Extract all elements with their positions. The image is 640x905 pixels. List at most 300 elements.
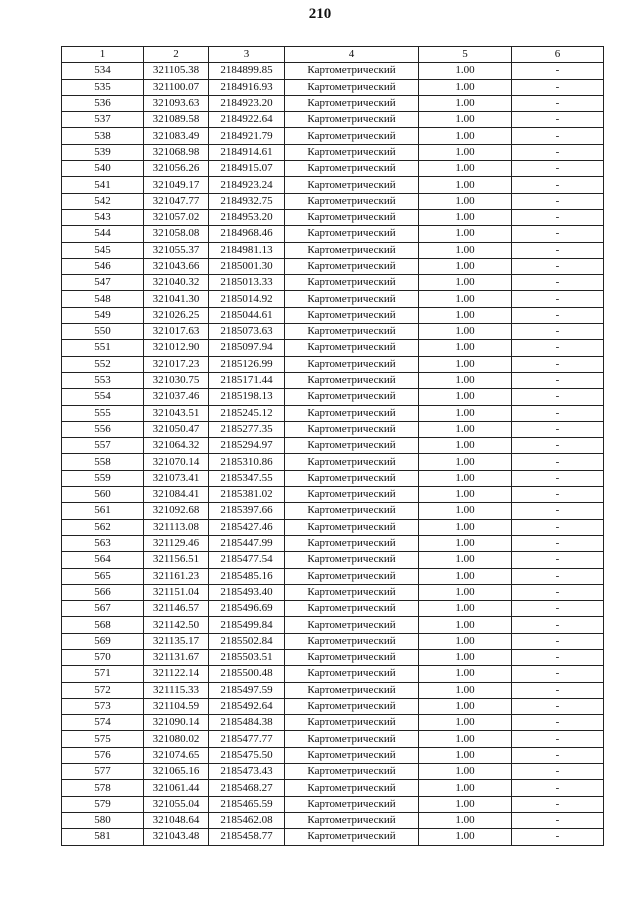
table-cell: 540 [62,161,144,177]
table-row [62,144,604,160]
table-row [62,552,604,568]
table-cell: 561 [62,503,144,519]
table-cell: 321064.32 [144,438,209,454]
table-cell: 558 [62,454,144,470]
table-row [62,242,604,258]
table-cell: Картометрический [285,405,419,421]
table-cell: Картометрический [285,487,419,503]
table-cell: 1.00 [419,405,512,421]
table-row [62,764,604,780]
table-cell: 543 [62,209,144,225]
table-row [62,796,604,812]
table-cell: 2185500.48 [209,666,285,682]
table-cell: 581 [62,829,144,845]
table-cell: 2185347.55 [209,470,285,486]
table-cell: 321048.64 [144,812,209,828]
table-cell: 321083.49 [144,128,209,144]
table-cell: - [512,161,604,177]
table-cell: 536 [62,95,144,111]
column-header: 5 [419,47,512,63]
table-cell: 570 [62,649,144,665]
table-cell: Картометрический [285,617,419,633]
table-cell: - [512,112,604,128]
table-cell: - [512,405,604,421]
table-cell: 321043.66 [144,258,209,274]
table-row [62,79,604,95]
table-cell: 321100.07 [144,79,209,95]
table-cell: 321057.02 [144,209,209,225]
table-cell: 321092.68 [144,503,209,519]
table-cell: 2185171.44 [209,372,285,388]
table-cell: 2185475.50 [209,747,285,763]
table-cell: - [512,535,604,551]
table-cell: 560 [62,487,144,503]
table-cell: 321012.90 [144,340,209,356]
table-cell: 565 [62,568,144,584]
table-cell: 563 [62,535,144,551]
table-cell: 321037.46 [144,389,209,405]
table-cell: - [512,503,604,519]
table-cell: 1.00 [419,764,512,780]
table-cell: Картометрический [285,275,419,291]
table-cell: Картометрический [285,112,419,128]
table-cell: Картометрический [285,829,419,845]
table-cell: 535 [62,79,144,95]
table-cell: 578 [62,780,144,796]
table-cell: 1.00 [419,389,512,405]
table-cell: 545 [62,242,144,258]
page-number: 210 [308,6,332,22]
table-cell: Картометрический [285,372,419,388]
table-cell: 550 [62,324,144,340]
table-cell: - [512,584,604,600]
table-cell: 1.00 [419,128,512,144]
table-cell: 321017.23 [144,356,209,372]
table-row [62,584,604,600]
table-cell: - [512,144,604,160]
table-cell: 321074.65 [144,747,209,763]
table-cell: - [512,454,604,470]
table-cell: 571 [62,666,144,682]
table-cell: - [512,617,604,633]
table-row [62,470,604,486]
table-cell: - [512,258,604,274]
table-cell: 542 [62,193,144,209]
table-cell: - [512,519,604,535]
table-cell: Картометрический [285,715,419,731]
table-cell: - [512,193,604,209]
table-cell: 321122.14 [144,666,209,682]
table-cell: 1.00 [419,535,512,551]
table-cell: 557 [62,438,144,454]
table-cell: 1.00 [419,649,512,665]
table-row [62,209,604,225]
table-cell: - [512,731,604,747]
table-cell: 538 [62,128,144,144]
table-cell: 321047.77 [144,193,209,209]
table-cell: 1.00 [419,372,512,388]
table-cell: 1.00 [419,95,512,111]
table-cell: 2184921.79 [209,128,285,144]
table-cell: 1.00 [419,258,512,274]
table-cell: 562 [62,519,144,535]
table-cell: 2185427.46 [209,519,285,535]
column-header: 3 [209,47,285,63]
table-cell: Картометрический [285,568,419,584]
table-row [62,421,604,437]
table-cell: - [512,324,604,340]
table-cell: 1.00 [419,503,512,519]
table-cell: 2185496.69 [209,601,285,617]
table-cell: Картометрический [285,79,419,95]
table-cell: - [512,128,604,144]
table-cell: - [512,275,604,291]
table-cell: 321070.14 [144,454,209,470]
table-cell: 2184916.93 [209,79,285,95]
table-cell: 573 [62,698,144,714]
table-cell: Картометрический [285,242,419,258]
table-row [62,128,604,144]
table-cell: 321043.48 [144,829,209,845]
table-cell: 1.00 [419,519,512,535]
table-cell: Картометрический [285,666,419,682]
table-cell: 1.00 [419,438,512,454]
table-cell: 1.00 [419,568,512,584]
table-cell: 1.00 [419,177,512,193]
table-cell: 2185294.97 [209,438,285,454]
table-cell: 577 [62,764,144,780]
table-cell: 1.00 [419,356,512,372]
table-row [62,829,604,845]
table-cell: - [512,79,604,95]
table-cell: Картометрический [285,454,419,470]
table-cell: - [512,307,604,323]
table-cell: - [512,715,604,731]
table-cell: - [512,340,604,356]
table-row [62,747,604,763]
table-cell: 2185073.63 [209,324,285,340]
table-cell: 1.00 [419,242,512,258]
table-cell: 2185013.33 [209,275,285,291]
table-cell: 2184899.85 [209,63,285,79]
table-cell: Картометрический [285,747,419,763]
table-row [62,291,604,307]
table-cell: Картометрический [285,307,419,323]
table-cell: 2185493.40 [209,584,285,600]
table-cell: 1.00 [419,796,512,812]
table-cell: Картометрический [285,633,419,649]
table-row [62,715,604,731]
table-cell: Картометрический [285,177,419,193]
table-cell: 321084.41 [144,487,209,503]
table-cell: - [512,829,604,845]
table-cell: Картометрический [285,389,419,405]
table-cell: 2185001.30 [209,258,285,274]
table-cell: Картометрический [285,698,419,714]
table-cell: - [512,470,604,486]
table-cell: Картометрический [285,258,419,274]
table-cell: Картометрический [285,95,419,111]
table-cell: 2185468.27 [209,780,285,796]
table-row [62,161,604,177]
table-cell: 321073.41 [144,470,209,486]
table-cell: Картометрический [285,144,419,160]
table-cell: Картометрический [285,535,419,551]
table-cell: - [512,421,604,437]
table-cell: 1.00 [419,291,512,307]
table-cell: Картометрический [285,764,419,780]
table-cell: Картометрический [285,812,419,828]
table-cell: Картометрический [285,128,419,144]
table-cell: 2185485.16 [209,568,285,584]
table-cell: 321142.50 [144,617,209,633]
table-cell: 321080.02 [144,731,209,747]
table-cell: 567 [62,601,144,617]
table-cell: - [512,487,604,503]
table-row [62,95,604,111]
table-cell: 1.00 [419,63,512,79]
table-cell: 2185126.99 [209,356,285,372]
table-cell: 553 [62,372,144,388]
table-row [62,601,604,617]
table-cell: 1.00 [419,226,512,242]
table-row [62,780,604,796]
table-cell: 2184914.61 [209,144,285,160]
table-cell: 2185198.13 [209,389,285,405]
table-cell: 566 [62,584,144,600]
table-cell: 579 [62,796,144,812]
table-cell: Картометрический [285,519,419,535]
table-cell: 568 [62,617,144,633]
coordinates-table [61,46,604,846]
table-cell: 321104.59 [144,698,209,714]
table-cell: 2185503.51 [209,649,285,665]
table-cell: 2185477.77 [209,731,285,747]
table-cell: 2185477.54 [209,552,285,568]
table-row [62,307,604,323]
table-cell: 1.00 [419,144,512,160]
table-cell: 321156.51 [144,552,209,568]
table-cell: 2185277.35 [209,421,285,437]
table-cell: 1.00 [419,666,512,682]
table-row [62,503,604,519]
table-cell: - [512,812,604,828]
table-cell: 2184923.24 [209,177,285,193]
table-cell: - [512,698,604,714]
table-cell: 1.00 [419,698,512,714]
table-cell: 554 [62,389,144,405]
table-cell: 2185502.84 [209,633,285,649]
table-cell: Картометрический [285,340,419,356]
table-cell: - [512,209,604,225]
table-cell: - [512,95,604,111]
table-cell: Картометрический [285,63,419,79]
table-cell: 534 [62,63,144,79]
table-cell: 541 [62,177,144,193]
table-row [62,405,604,421]
table-cell: 2185310.86 [209,454,285,470]
table-cell: 2185397.66 [209,503,285,519]
table-row [62,535,604,551]
table-cell: 321151.04 [144,584,209,600]
table-cell: Картометрический [285,796,419,812]
table-cell: Картометрический [285,209,419,225]
table-cell: Картометрический [285,356,419,372]
table-cell: 321026.25 [144,307,209,323]
table-cell: 321043.51 [144,405,209,421]
table-row [62,519,604,535]
table-cell: 2185462.08 [209,812,285,828]
table-cell: 572 [62,682,144,698]
table-body [62,63,604,845]
table-cell: 321041.30 [144,291,209,307]
table-cell: Картометрический [285,731,419,747]
table-row [62,812,604,828]
table-cell: - [512,568,604,584]
table-cell: 1.00 [419,112,512,128]
table-cell: - [512,682,604,698]
table-cell: 321089.58 [144,112,209,128]
table-cell: Картометрический [285,552,419,568]
table-cell: 321056.26 [144,161,209,177]
table-cell: - [512,649,604,665]
table-cell: - [512,438,604,454]
table-cell: 1.00 [419,584,512,600]
column-header: 1 [62,47,144,63]
table-cell: 1.00 [419,731,512,747]
table-cell: 321061.44 [144,780,209,796]
table-cell: - [512,633,604,649]
table-row [62,193,604,209]
table-row [62,633,604,649]
table-cell: 2185014.92 [209,291,285,307]
table-cell: 537 [62,112,144,128]
table-cell: 1.00 [419,552,512,568]
table-cell: Картометрический [285,161,419,177]
table-cell: 1.00 [419,340,512,356]
table-cell: 539 [62,144,144,160]
table-cell: 2185245.12 [209,405,285,421]
table-cell: 2184932.75 [209,193,285,209]
table-row [62,275,604,291]
table-cell: 321058.08 [144,226,209,242]
table-cell: 321090.14 [144,715,209,731]
table-cell: Картометрический [285,584,419,600]
table-cell: 2185458.77 [209,829,285,845]
table-cell: 321113.08 [144,519,209,535]
table-cell: 321050.47 [144,421,209,437]
table-cell: - [512,796,604,812]
table-cell: 321135.17 [144,633,209,649]
table-row [62,666,604,682]
table-cell: 2184981.13 [209,242,285,258]
table-cell: - [512,291,604,307]
table-cell: 1.00 [419,209,512,225]
table-cell: Картометрический [285,682,419,698]
table-cell: 1.00 [419,161,512,177]
table-row [62,340,604,356]
table-row [62,731,604,747]
table-cell: 2185097.94 [209,340,285,356]
table-cell: 551 [62,340,144,356]
table-cell: Картометрический [285,193,419,209]
table-row [62,454,604,470]
table-row [62,487,604,503]
table-cell: - [512,177,604,193]
table-cell: 2184953.20 [209,209,285,225]
table-header-row [62,47,604,63]
table-cell: - [512,356,604,372]
table-row [62,63,604,79]
table-cell: 575 [62,731,144,747]
table-cell: 576 [62,747,144,763]
table-cell: 547 [62,275,144,291]
table-cell: 321017.63 [144,324,209,340]
table-cell: 321040.32 [144,275,209,291]
table-cell: 549 [62,307,144,323]
table-cell: 321093.63 [144,95,209,111]
table-cell: 555 [62,405,144,421]
table-cell: 321065.16 [144,764,209,780]
table-cell: 2185497.59 [209,682,285,698]
table-cell: 2184968.46 [209,226,285,242]
table-cell: 321055.37 [144,242,209,258]
table-cell: Картометрический [285,503,419,519]
table-cell: 1.00 [419,275,512,291]
table-cell: 556 [62,421,144,437]
column-header: 6 [512,47,604,63]
table-cell: 321030.75 [144,372,209,388]
table-cell: - [512,226,604,242]
table-cell: 1.00 [419,421,512,437]
table-cell: - [512,552,604,568]
table-cell: Картометрический [285,780,419,796]
table-cell: 2185447.99 [209,535,285,551]
table-cell: 1.00 [419,780,512,796]
table-cell: Картометрический [285,324,419,340]
table-cell: 569 [62,633,144,649]
table-cell: Картометрический [285,438,419,454]
table-cell: 1.00 [419,633,512,649]
table-cell: 2184915.07 [209,161,285,177]
table-row [62,438,604,454]
table-cell: 1.00 [419,470,512,486]
table-cell: 1.00 [419,715,512,731]
table-cell: 1.00 [419,79,512,95]
table-row [62,617,604,633]
table-cell: - [512,389,604,405]
table-cell: 2184922.64 [209,112,285,128]
table-cell: Картометрический [285,649,419,665]
table-row [62,356,604,372]
table-cell: 321068.98 [144,144,209,160]
table-cell: Картометрический [285,421,419,437]
table-cell: - [512,63,604,79]
table-cell: Картометрический [285,226,419,242]
table-cell: 2184923.20 [209,95,285,111]
table-cell: 321115.33 [144,682,209,698]
table-cell: - [512,747,604,763]
table-cell: 321161.23 [144,568,209,584]
table-cell: 1.00 [419,601,512,617]
table-row [62,226,604,242]
table-cell: - [512,242,604,258]
table-cell: 321129.46 [144,535,209,551]
table-cell: 1.00 [419,682,512,698]
table-row [62,112,604,128]
table-row [62,177,604,193]
table-cell: - [512,372,604,388]
